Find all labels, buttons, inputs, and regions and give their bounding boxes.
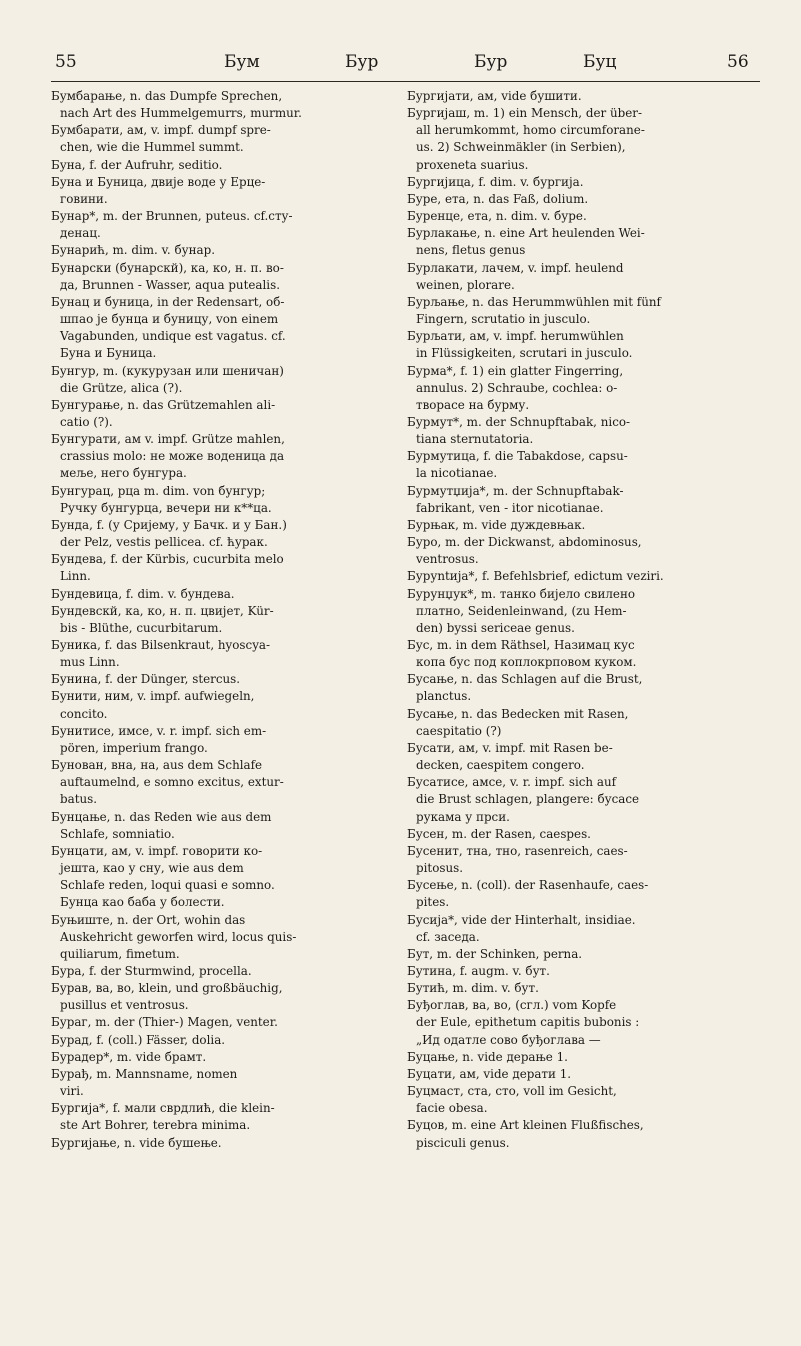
entry-continuation: concito. (60, 706, 108, 721)
dictionary-entry (51, 157, 403, 174)
dictionary-entry (407, 843, 759, 877)
header-rule (51, 81, 760, 82)
entry-headline: Буцов, m. eine Art kleinen Flußfisches, (407, 1118, 644, 1133)
dictionary-entry (407, 448, 759, 482)
entry-continuation: fabrikant, ven - itor nicotianae. (416, 500, 604, 515)
entry-continuation: den) byssi sericeae genus. (416, 620, 575, 635)
dictionary-entry (51, 1135, 403, 1152)
entry-headline: Бунован, вна, на, aus dem Schlafe (51, 758, 263, 773)
entry-continuation: annulus. 2) Schraube, cochlea: о- (416, 380, 618, 395)
entry-continuation: facie obesa. (416, 1101, 488, 1116)
dictionary-entry (407, 260, 759, 294)
dictionary-entry (407, 568, 759, 585)
entry-headline: Бут, m. der Schinken, perna. (407, 946, 583, 961)
dictionary-entry (407, 997, 759, 1048)
entry-headline: Буцати, ам, vide дерати 1. (407, 1066, 572, 1081)
entry-continuation: auftaumelnd, e somno excitus, extur- (60, 775, 284, 790)
dictionary-entry (51, 1100, 403, 1134)
entry-headline: Бунац и буница, in der Redensart, об- (51, 294, 285, 309)
entry-headline: Бурађ, m. Mannsname, nomen (51, 1066, 238, 1081)
entry-continuation: копа бус под коплокрповом куком. (416, 655, 637, 670)
right-column (407, 88, 759, 1152)
entry-continuation: bis - Blüthe, cucurbitarum. (60, 620, 223, 635)
entry-headline: Бунгурање, n. das Grützemahlen ali- (51, 397, 276, 412)
entry-continuation: weinen, plorare. (416, 277, 515, 292)
entry-headline: Бунгурац, рца m. dim. von бунгур; (51, 483, 266, 498)
entry-continuation: der Eule, epithetum capitis bubonis : (416, 1015, 640, 1030)
entry-continuation: die Brust schlagen, plangere: бусасе (416, 792, 640, 807)
entry-headline: Буре, ета, n. das Faß, dolium. (407, 191, 589, 206)
dictionary-entry (407, 517, 759, 534)
entry-headline: Бургија*, f. мали сврдлић, die klein- (51, 1101, 275, 1116)
dictionary-entry (51, 637, 403, 671)
entry-headline: Бурад, f. (coll.) Fässer, dolia. (51, 1032, 226, 1047)
dictionary-entry (407, 225, 759, 259)
dictionary-entry (51, 603, 403, 637)
dictionary-entry (407, 1066, 759, 1083)
dictionary-entry (51, 174, 403, 208)
entry-continuation: рукама у прси. (416, 809, 510, 824)
entry-headline: Бурав, ва, во, klein, und großbäuchig, (51, 981, 283, 996)
entry-headline: Бунитисе, имсе, v. r. impf. sich em- (51, 723, 267, 738)
dictionary-entry (51, 912, 403, 963)
dictionary-entry (407, 740, 759, 774)
left-guide-word-first: Бум (224, 52, 260, 72)
entry-continuation: платно, Seidenleinwand, (zu Hem- (416, 603, 627, 618)
entry-headline: Бусен, m. der Rasen, caespes. (407, 826, 591, 841)
entry-headline: Бунарски (бунарскй), ка, ко, н. п. во- (51, 260, 284, 275)
dictionary-entry (51, 88, 403, 122)
right-guide-word-last: Буц (583, 52, 617, 72)
entry-continuation: crassius molo: не може воденица да (60, 449, 285, 464)
entry-headline: Бурмутица, f. die Tabakdose, capsu- (407, 449, 628, 464)
entry-continuation: шпао је бунца и буницу, von einem (60, 312, 279, 327)
entry-headline: Бураг, m. der (Thier-) Magen, venter. (51, 1015, 278, 1030)
entry-continuation: in Flüssigkeiten, scrutari in jusculo. (416, 346, 633, 361)
entry-continuation: pören, imperium frango. (60, 740, 208, 755)
dictionary-entry (51, 1066, 403, 1100)
entry-continuation: batus. (60, 792, 98, 807)
entry-headline: Буцмаст, ста, сто, voll im Gesicht, (407, 1084, 617, 1099)
entry-headline: Бунарић, m. dim. v. бунар. (51, 243, 216, 258)
entry-continuation: quiliarum, fimetum. (60, 946, 180, 961)
entry-continuation: us. 2) Schweinmäkler (in Serbien), (416, 140, 626, 155)
entry-continuation: tiana sternutatoria. (416, 432, 534, 447)
entry-headline: Бусати, ам, v. impf. mit Rasen be- (407, 740, 613, 755)
dictionary-entry (51, 1014, 403, 1031)
entry-headline: Бутић, m. dim. v. бут. (407, 981, 539, 996)
dictionary-entry (407, 946, 759, 963)
entry-headline: Буро, m. der Dickwanst, abdominosus, (407, 535, 642, 550)
entry-headline: Бурмут*, m. der Schnupftabak, nico- (407, 414, 631, 429)
entry-headline: Буна, f. der Aufruhr, seditio. (51, 157, 223, 172)
entry-continuation: „Ид одатле сово буђоглава — (416, 1032, 601, 1047)
entry-continuation: pusillus et ventrosus. (60, 998, 189, 1013)
entry-headline: Бунгурати, ам v. impf. Grütze mahlen, (51, 432, 285, 447)
dictionary-entry (51, 242, 403, 259)
entry-continuation: pites. (416, 895, 450, 910)
entry-continuation: proxeneta suarius. (416, 157, 529, 172)
entry-headline: Бурлакање, n. eine Art heulenden Wei- (407, 226, 645, 241)
entry-headline: Бундевица, f. dim. v. бундева. (51, 586, 235, 601)
entry-continuation: Auskehricht geworfen wird, locus quis- (60, 929, 297, 944)
right-page-number: 56 (727, 52, 749, 72)
entry-continuation: der Pelz, vestis pellicea. cf. ћурак. (60, 535, 268, 550)
dictionary-entry (407, 671, 759, 705)
entry-headline: Бунар*, m. der Brunnen, puteus. cf.сту- (51, 209, 293, 224)
entry-continuation: chen, wie die Hummel summt. (60, 140, 244, 155)
entry-continuation: ventrosus. (416, 552, 479, 567)
left-column (51, 88, 403, 1152)
entry-continuation: nach Art des Hummelgemurrs, murmur. (60, 106, 302, 121)
dictionary-entry (407, 826, 759, 843)
dictionary-entry (407, 88, 759, 105)
dictionary-entry (407, 534, 759, 568)
entry-headline: Бусење, n. (coll). der Rasenhaufe, caes- (407, 878, 649, 893)
dictionary-entry (407, 174, 759, 191)
dictionary-entry (51, 363, 403, 397)
right-guide-word-first: Бур (474, 52, 508, 72)
entry-continuation: decken, caespitem congero. (416, 758, 585, 773)
dictionary-entry (51, 723, 403, 757)
entry-continuation: pitosus. (416, 861, 463, 876)
entry-headline: Бумбарање, n. das Dumpfe Sprechen, (51, 89, 283, 103)
entry-headline: Бусање, n. das Schlagen auf die Brust, (407, 672, 643, 687)
dictionary-entry (51, 1032, 403, 1049)
entry-headline: Бурунџук*, m. танко бијело свилено (407, 586, 636, 601)
entry-continuation: Бунца као баба у болести. (60, 895, 225, 910)
dictionary-entry (407, 912, 759, 946)
dictionary-entry (407, 363, 759, 414)
entry-continuation: ste Art Bohrer, terebra minima. (60, 1118, 251, 1133)
entry-headline: Бурадер*, m. vide брамт. (51, 1049, 207, 1064)
dictionary-entry (51, 586, 403, 603)
dictionary-entry (407, 637, 759, 671)
entry-continuation: die Grütze, alica (?). (60, 380, 183, 395)
dictionary-entry (51, 517, 403, 551)
entry-headline: Бунда, f. (у Сријему, у Бачк. и у Бан.) (51, 517, 287, 532)
entry-continuation: caespitatio (?) (416, 723, 502, 738)
entry-headline: Буцање, n. vide дерање 1. (407, 1049, 568, 1064)
entry-continuation: mus Linn. (60, 655, 120, 670)
dictionary-entry (407, 414, 759, 448)
entry-headline: Бусатисе, амсе, v. r. impf. sich auf (407, 775, 617, 790)
dictionary-entry (51, 431, 403, 482)
entry-headline: Бура, f. der Sturmwind, procella. (51, 963, 252, 978)
entry-headline: Бусање, n. das Bedecken mit Rasen, (407, 706, 629, 721)
dictionary-entry (51, 963, 403, 980)
entry-continuation: all herumkommt, homo circumforane- (416, 123, 645, 138)
dictionary-entry (51, 551, 403, 585)
dictionary-entry (407, 980, 759, 997)
entry-continuation: Fingern, scrutatio in jusculo. (416, 312, 591, 327)
dictionary-entry (407, 191, 759, 208)
entry-continuation: творасе на бурму. (416, 397, 530, 412)
entry-headline: Бундева, f. der Kürbis, cucurbita melo (51, 552, 284, 567)
dictionary-entry (407, 586, 759, 637)
entry-headline: Буна и Буница, двије воде у Ерце- (51, 174, 266, 189)
left-page-number: 55 (55, 52, 77, 72)
dictionary-entry (407, 483, 759, 517)
dictionary-entry (51, 757, 403, 808)
entry-headline: Бунити, ним, v. impf. aufwiegeln, (51, 689, 255, 704)
page-header (0, 0, 801, 80)
entry-headline: Бундевскй, ка, ко, н. п. цвијет, Kür- (51, 603, 274, 618)
dictionary-entry (51, 980, 403, 1014)
entry-headline: Бунгур, m. (кукурузан или шеничан) (51, 363, 284, 378)
entry-headline: Бунцање, n. das Reden wie aus dem (51, 809, 272, 824)
left-guide-word-last: Бур (345, 52, 379, 72)
entry-headline: Буђоглав, ва, во, (сгл.) vom Kopfe (407, 998, 617, 1013)
entry-continuation: Vagabunden, undique est vagatus. cf. (60, 329, 286, 344)
dictionary-entry (51, 1049, 403, 1066)
dictionary-entry (51, 294, 403, 363)
entry-headline: Бус, m. in dem Räthsel, Назимац кус (407, 638, 635, 652)
entry-headline: Бутина, f. augm. v. бут. (407, 963, 550, 978)
entry-continuation: Буна и Буница. (60, 346, 157, 361)
dictionary-entry (51, 122, 403, 156)
entry-continuation: la nicotianae. (416, 466, 498, 481)
dictionary-entry (51, 260, 403, 294)
entry-continuation: Ручку бунгурца, вечери ни к**ца. (60, 500, 272, 515)
entry-headline: Бунина, f. der Dünger, stercus. (51, 672, 241, 687)
entry-headline: Бурлакати, лачем, v. impf. heulend (407, 260, 624, 275)
entry-headline: Бунцати, ам, v. impf. говорити ко- (51, 843, 263, 858)
dictionary-entry (407, 294, 759, 328)
entry-headline: Бургијање, n. vide бушење. (51, 1135, 222, 1150)
entry-headline: Буруntија*, f. Befehlsbrief, edictum veziri. (407, 569, 664, 584)
dictionary-entry (407, 1083, 759, 1117)
entry-continuation: catio (?). (60, 414, 113, 429)
entry-continuation: cf. заседа. (416, 929, 480, 944)
entry-headline: Бургијати, ам, vide бушити. (407, 89, 582, 103)
entry-continuation: меље, него бунгура. (60, 466, 187, 481)
entry-headline: Бургијица, f. dim. v. бургија. (407, 174, 584, 189)
dictionary-entry (407, 105, 759, 174)
entry-continuation: planctus. (416, 689, 472, 704)
entry-continuation: јешта, као у сну, wie aus dem (60, 861, 244, 876)
entry-headline: Бурњак, m. vide дуждевњак. (407, 517, 586, 532)
dictionary-entry (407, 706, 759, 740)
entry-headline: Буника, f. das Bilsenkraut, hyoscya- (51, 638, 271, 652)
entry-headline: Бусенит, тна, тно, rasenreich, caes- (407, 843, 628, 858)
entry-headline: Бурма*, f. 1) ein glatter Fingerring, (407, 363, 624, 378)
dictionary-entry (407, 208, 759, 225)
dictionary-entry (51, 483, 403, 517)
entry-headline: Бурмутџија*, m. der Schnupftabak- (407, 483, 624, 498)
dictionary-entry (407, 877, 759, 911)
dictionary-entry (51, 688, 403, 722)
dictionary-entry (51, 397, 403, 431)
entry-continuation: Linn. (60, 569, 91, 584)
entry-continuation: да, Brunnen - Wasser, aqua putealis. (60, 277, 280, 292)
entry-headline: Бусија*, vide der Hinterhalt, insidiae. (407, 912, 636, 927)
entry-headline: Буњиште, n. der Ort, wohin das (51, 912, 246, 927)
entry-headline: Буренце, ета, n. dim. v. буре. (407, 209, 587, 224)
dictionary-entry (407, 774, 759, 825)
entry-headline: Бурљати, ам, v. impf. herumwühlen (407, 329, 624, 344)
entry-headline: Бурљање, n. das Herummwühlen mit fünf (407, 294, 661, 309)
dictionary-entry (407, 328, 759, 362)
entry-continuation: Schlafe, somniatio. (60, 826, 175, 841)
dictionary-entry (51, 208, 403, 242)
entry-continuation: viri. (60, 1084, 84, 1099)
entry-continuation: денац. (60, 226, 101, 241)
dictionary-entry (51, 671, 403, 688)
dictionary-entry (51, 843, 403, 912)
dictionary-entry (407, 963, 759, 980)
entry-headline: Бургијаш, m. 1) ein Mensch, der über- (407, 106, 642, 121)
entry-continuation: nens, fletus genus (416, 243, 526, 258)
dictionary-entry (51, 809, 403, 843)
dictionary-entry (407, 1049, 759, 1066)
dictionary-entry (407, 1117, 759, 1151)
entry-continuation: Schlafe reden, loqui quasi e somno. (60, 878, 275, 893)
entry-headline: Бумбарати, ам, v. impf. dumpf spre- (51, 123, 271, 138)
entry-continuation: pisciculi genus. (416, 1135, 510, 1150)
entry-continuation: говини. (60, 191, 108, 206)
